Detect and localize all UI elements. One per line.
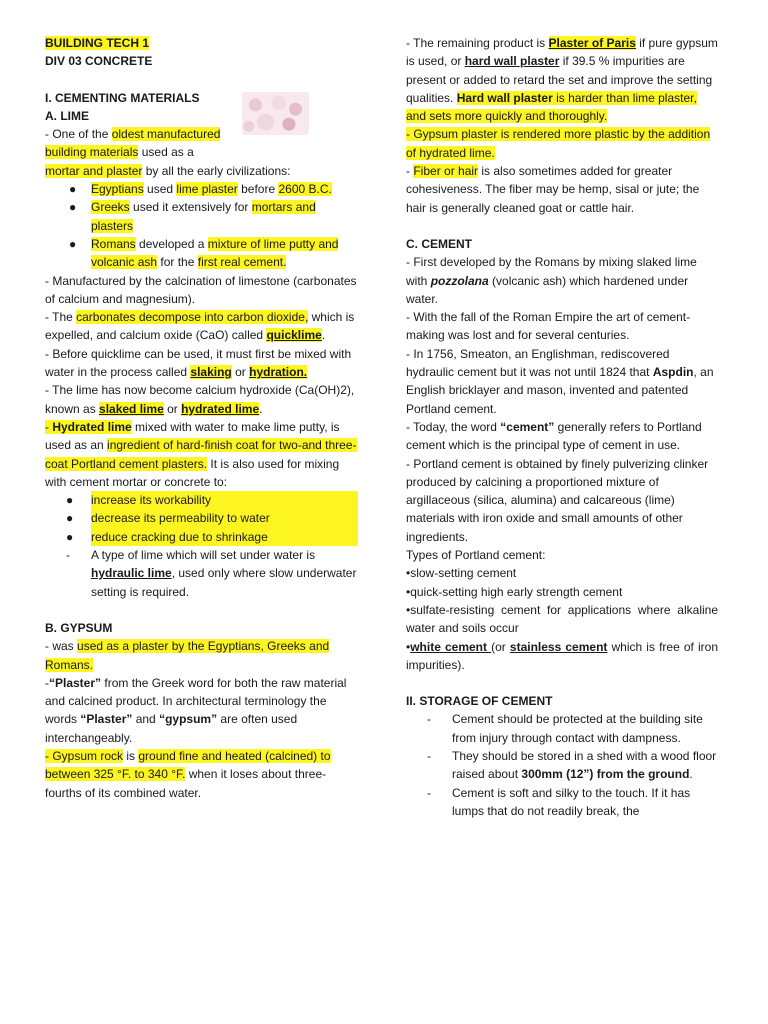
paragraph: - Manufactured by the calcination of limestone (carbonates of calcium and magnesium). — [45, 273, 357, 306]
list-item: •sulfate-resisting cement for applications where alkaline water and soils occur — [406, 602, 718, 636]
paragraph: - First developed by the Romans by mixing slaked lime with pozzolana (volcanic ash) which hardened under water. — [406, 255, 697, 306]
list-item: •quick-setting high early strength cement — [406, 584, 623, 599]
list-item: - Cement should be protected at the building site from injury through contact with dampness. — [427, 712, 703, 745]
section-cementing: I. CEMENTING MATERIALS — [45, 90, 200, 105]
division-title: DIV 03 CONCRETE — [45, 54, 153, 69]
section-lime: A. LIME — [45, 108, 89, 123]
list-item: - Cement is soft and silky to the touch. If it has lumps that do not readily break, the — [427, 785, 691, 818]
section-storage: II. STORAGE OF CEMENT — [406, 694, 553, 709]
left-column — [45, 34, 358, 802]
list-item: ● Egyptians used lime plaster before 2600 B.C. — [69, 182, 332, 197]
list-item: ● decrease its permeability to water — [45, 509, 358, 527]
paragraph: - Before quicklime can be used, it must first be mixed with water in the process called slaking or hydration. — [45, 346, 352, 380]
list-item: ● Greeks used it extensively for mortars and plasters — [69, 200, 316, 233]
list-item: •slow-setting cement — [406, 566, 517, 581]
lime-intro: - One of the oldest manufactured building materials used as a — [45, 127, 221, 160]
paragraph: Types of Portland cement: — [406, 548, 546, 563]
list-item: •white cement (or stainless cement which is free of iron impurities). — [406, 639, 719, 672]
paragraph: - The lime has now become calcium hydroxide (Ca(OH)2), known as slaked lime or hydrated lime. — [45, 383, 355, 416]
paragraph: -“Plaster” from the Greek word for both the raw material and calcined product. In architectural terminology the words “Plaster” and “gypsum” are often used interchangeably. — [45, 675, 347, 745]
paragraph: - Portland cement is obtained by finely pulverizing clinker produced by calcining a proportioned mixture of argillaceous (silica, alumina) and calcareous (lime) materials with iron oxide and small amounts of other ingredients. — [406, 456, 709, 544]
paragraph: - Hydrated lime mixed with water to make lime putty, is used as an ingredient of hard-finish coat for two-and three-coat Portland cement plasters. It is also used for mixing with cement mortar or concrete to: — [45, 419, 357, 489]
list-item: - They should be stored in a shed with a wood floor raised about 300mm (12”) from the ground. — [427, 748, 717, 782]
paragraph: - In 1756, Smeaton, an Englishman, rediscovered hydraulic cement but it was not until 1824 that Aspdin, an English bricklayer and mason, invented and patented Portland cement. — [406, 346, 714, 416]
paragraph: - Today, the word “cement” generally refers to Portland cement which is the principal type of cement in use. — [406, 419, 702, 453]
paragraph: - was used as a plaster by the Egyptians, Greeks and Romans. — [45, 639, 330, 672]
doc-title: BUILDING TECH 1 — [45, 36, 150, 50]
lime-intro-2: mortar and plaster by all the early civilizations: — [45, 163, 291, 178]
paragraph: - The carbonates decompose into carbon dioxide, which is expelled, and calcium oxide (CaO) called quicklime. — [45, 310, 355, 343]
list-item: ● Romans developed a mixture of lime putty and volcanic ash for the first real cement. — [69, 236, 339, 270]
list-item: - A type of lime which will set under water is hydraulic lime, used only where slow underwater setting is required. — [66, 548, 357, 599]
right-column — [406, 34, 718, 820]
section-cement: C. CEMENT — [406, 236, 472, 251]
paragraph: - With the fall of the Roman Empire the art of cement-making was lost and for several centuries. — [406, 310, 691, 343]
paragraph: - Fiber or hair is also sometimes added for greater cohesiveness. The fiber may be hemp, sisal or jute; the hair is generally cleaned goat or cattle hair. — [406, 164, 700, 215]
list-item: ● reduce cracking due to shrinkage — [45, 528, 358, 546]
paragraph: - The remaining product is Plaster of Paris if pure gypsum is used, or hard wall plaster if 39.5 % impurities are present or added to retard the set and improve the setting qualities. Hard wall plaster is harder than lime plaster, and sets more quickly and thoroughly. — [406, 36, 718, 124]
section-gypsum: B. GYPSUM — [45, 620, 113, 635]
paragraph: - Gypsum plaster is rendered more plastic by the addition of hydrated lime. — [406, 127, 711, 160]
list-item: ● increase its workability — [45, 491, 358, 509]
paragraph: - Gypsum rock is ground fine and heated (calcined) to between 325 °F. to 340 °F. when it loses about three-fourths of its combined water. — [45, 748, 331, 800]
